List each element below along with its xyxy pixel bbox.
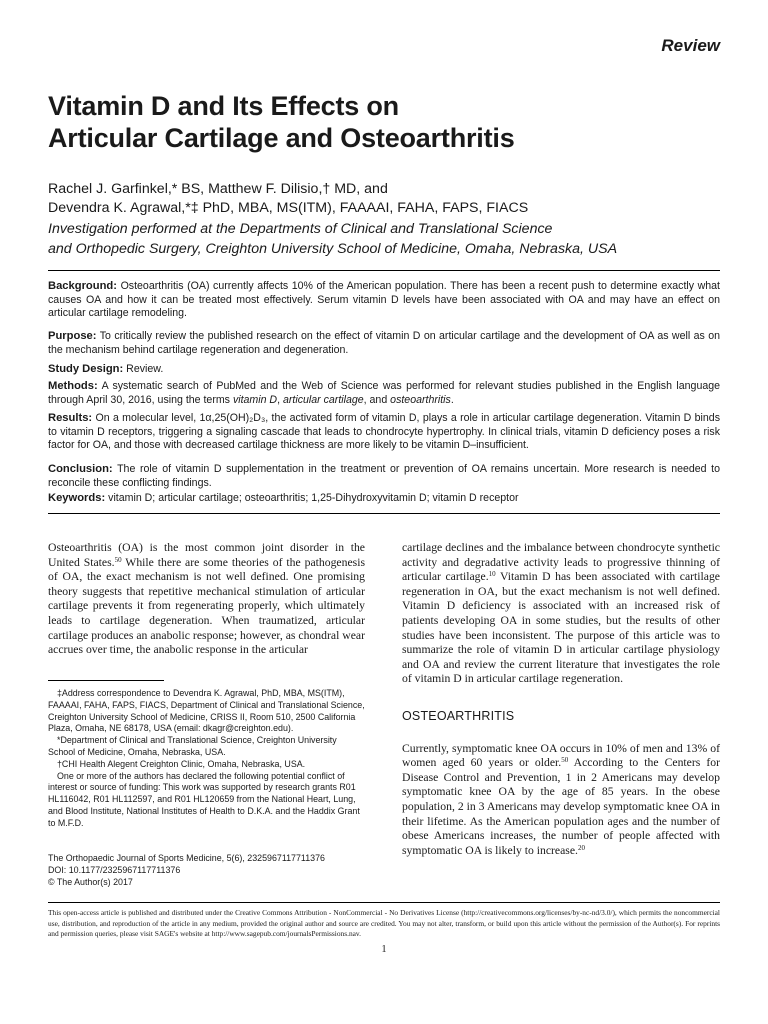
background-label: Background:: [48, 280, 117, 292]
abstract-keywords: [48, 492, 720, 506]
section-label: Review: [661, 36, 720, 55]
abstract-conclusion: [48, 463, 720, 490]
affiliation-line-2: and Orthopedic Surgery, Creighton University School of Medicine, Omaha, Nebraska, USA: [48, 241, 618, 257]
citation-ref[interactable]: 10: [488, 570, 496, 579]
intro-text-a: Osteoarthritis (OA) is the most common joint disorder in the United States.: [48, 541, 365, 569]
footnote-conflict: One or more of the authors has declared the following potential conflict of interest or source of funding: This work was supported by research grants R01 HL116042, R01 HL112597, and R01 HL120659 from the National Heart, Lung, and Blood Institute, National Institutes of Health to D.K.A. and the Haddix Grant to M.F.D.: [48, 770, 360, 828]
article-title: [48, 90, 708, 154]
oa-text-b: According to the Centers for Disease Control and Prevention, 1 in 2 Americans may develop symptomatic knee OA by the age of 85 years. In the obese population, 2 in 3 Americans may develop symptomatic knee OA in their lifetime. As the American population ages and the number of obese Americans increases, the number of people affected with symptomatic OA is likely to increase.: [402, 756, 720, 857]
methods-term-1: vitamin D: [232, 393, 278, 406]
author-line-2: Devendra K. Agrawal,*‡ PhD, MBA, MS(ITM), FAAAAI, FAHA, FAPS, FIACS: [48, 200, 529, 216]
abstract-background: [48, 280, 720, 321]
body-column-left: [48, 541, 365, 658]
body-column-right: [402, 541, 720, 858]
methods-text: A systematic search of PubMed and the Web of Science was performed for relevant studies published in the English language through April 30, 2016, using the terms: [48, 380, 721, 406]
methods-term-2: articular cartilage: [282, 393, 364, 406]
intro-paragraph-continued: [402, 541, 720, 687]
title-line-2: Articular Cartilage and Osteoarthritis: [48, 123, 515, 153]
affiliation: [48, 219, 738, 259]
footnote-divider: [48, 680, 164, 681]
methods-term-3: osteoarthritis: [390, 393, 451, 406]
author-list: [48, 180, 738, 218]
design-text: Review.: [126, 363, 164, 375]
abstract-results: [48, 412, 720, 453]
author-line-1: Rachel J. Garfinkel,* BS, Matthew F. Dilisio,† MD, and: [48, 181, 388, 197]
abstract-methods: Methods: A systematic search of PubMed and the Web of Science was performed for relevant studies published in the English language through April 30, 2016, using the terms vitamin D, articular cartilage, and osteoarthritis.: [48, 380, 721, 406]
keywords-text: vitamin D; articular cartilage; osteoarthritis; 1,25-Dihydroxyvitamin D; vitamin D receptor: [108, 492, 519, 504]
results-text: On a molecular level, 1α,25(OH)₂D₃, the activated form of vitamin D, plays a role in articular cartilage degeneration. Vitamin D binds to vitamin D receptors, triggering a signaling cascade that leads to chondrocyte hypertrophy. In clinical trials, vitamin D deficiency poses a risk factor for OA, and those with decreased cartilage thickness are more likely to be vitamin D–insufficient.: [48, 412, 720, 452]
intro-cont-text-b: Vitamin D has been associated with cartilage regeneration in OA, but the exact mechanism is not well defined. Vitamin D deficiency is associated with an increased risk of patients developing OA in some studies, but the results of other studies have been inconsistent. The purpose of this article was to summarize the role of vitamin D in articular cartilage physiology and OA and review the current literature that investigates the role of vitamin D in articular cartilage regeneration.: [402, 570, 720, 686]
footnote-affiliation-2: †CHI Health Alegent Creighton Clinic, Omaha, Nebraska, USA.: [57, 758, 306, 769]
oa-text-a: Currently, symptomatic knee OA occurs in 10% of men and 13% of women aged 60 years or older.: [402, 741, 720, 770]
methods-and: , and: [363, 393, 388, 406]
abstract-study-design: [48, 363, 720, 377]
conclusion-text: The role of vitamin D supplementation in the treatment or prevention of OA remains uncertain. More research is needed to reconcile these conflicting findings.: [48, 463, 720, 489]
publication-info: [48, 853, 378, 888]
background-text: Osteoarthritis (OA) currently affects 10% of the American population. There has been a recent push to determine exactly what causes OA and how it can be treated most effectively. Serum vitamin D levels have been associated with OA and may have an effect on articular cartilage remodeling.: [48, 280, 720, 320]
purpose-text: To critically review the published research on the effect of vitamin D on articular cartilage and the development of OA as well as on the mechanism behind cartilage regeneration and degeneration.: [48, 330, 720, 356]
footnotes: [48, 688, 365, 830]
keywords-label: Keywords:: [48, 492, 106, 504]
results-label: Results:: [48, 412, 93, 424]
footnote-correspondence: ‡Address correspondence to Devendra K. Agrawal, PhD, MBA, MS(ITM), FAAAAI, FAHA, FAPS, FIACS, Department of Clinical and Translational Science, Creighton University School of Medicine, CRISS II, Room 510, 2500 California Plaza, Omaha, NE 68178, USA (email: dkagr@creighton.edu).: [48, 688, 365, 734]
intro-paragraph: [48, 541, 365, 658]
abstract: [48, 270, 720, 514]
license-notice: This open-access article is published and distributed under the Creative Commons Attribution - NonCommercial - No Derivatives License (http://creativecommons.org/licenses/by-nc-nd/3.0/), which permits the noncommercial use, distribution, and reproduction of the article in any medium, provided the original author and source are credited. You may not alter, transform, or build upon this article without the permission of the Author(s). For reprints and permission queries, please visit SAGE's website at http://www.sagepub.com/journalsPermissions.nav.: [48, 908, 720, 939]
design-label: Study Design:: [48, 363, 124, 375]
license-divider: [48, 902, 720, 903]
journal-citation: The Orthopaedic Journal of Sports Medicine, 5(6), 2325967117711376: [48, 853, 325, 863]
intro-text-b: While there are some theories of the pathogenesis of OA, the exact mechanism is not well defined. One promising theory suggests that repetitive mechanical stimulation of articular cartilage prevents it from regenerating properly, which ultimately leads to cartilage degeneration. When traumatized, articular cartilage produces an anabolic response; however, as chondral wear accrues over time, the anabolic response in the articular: [48, 555, 365, 657]
purpose-label: Purpose:: [48, 330, 97, 342]
page-number: 1: [381, 944, 387, 955]
citation-ref[interactable]: 50: [561, 756, 569, 765]
abstract-purpose: [48, 330, 720, 357]
citation-ref[interactable]: 50: [114, 555, 122, 564]
title-line-1: Vitamin D and Its Effects on: [48, 91, 399, 121]
methods-label: Methods:: [48, 380, 98, 392]
section-heading-osteoarthritis: OSTEOARTHRITIS: [402, 708, 515, 723]
affiliation-line-1: Investigation performed at the Departments of Clinical and Translational Science: [48, 221, 553, 237]
osteoarthritis-paragraph: [402, 742, 720, 859]
conclusion-label: Conclusion:: [48, 463, 113, 475]
intro-cont-text-a: cartilage declines and the imbalance between chondrocyte synthetic activity and degradative activity leads to progressive thinning of articular cartilage.: [402, 541, 720, 584]
citation-ref[interactable]: 20: [577, 843, 585, 852]
copyright: © The Author(s) 2017: [48, 876, 133, 887]
doi[interactable]: DOI: 10.1177/2325967117711376: [48, 864, 181, 875]
footnote-affiliation-1: *Department of Clinical and Translational Science, Creighton University School of Medicine, Omaha, Nebraska, USA.: [48, 735, 337, 757]
